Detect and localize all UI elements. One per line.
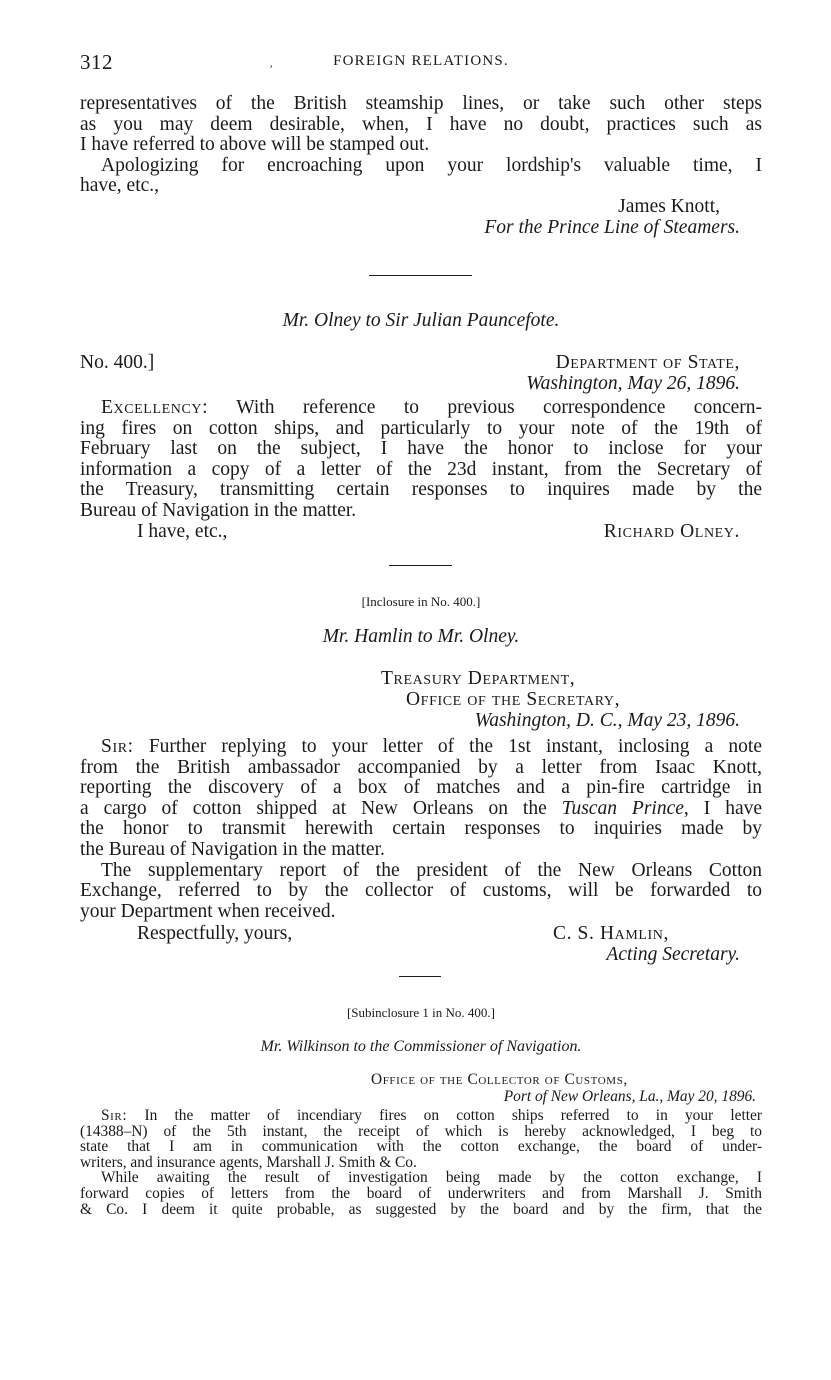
- text-line: Sir: Further replying to your letter of the 1st instant, inclosing a note: [101, 736, 763, 757]
- text-line: the honor to transmit herewith certain responses to inquiries made by: [80, 818, 762, 840]
- hamlin-letter-body: [80, 737, 762, 922]
- hamlin-place-date: Washington, D. C., May 23, 1896.: [474, 710, 740, 731]
- text-line: reporting the discovery of a box of matches and a pin-fire cartridge in: [80, 777, 762, 799]
- collector-office: Office of the Collector of Customs,: [371, 1071, 628, 1088]
- hamlin-closing: Respectfully, yours,: [137, 923, 293, 944]
- text-line: state that I am in communication with the cotton exchange, the board of under-: [80, 1138, 762, 1156]
- text-line: ing fires on cotton ships, and particularly to your note of the 19th of: [80, 417, 762, 439]
- inclosure-heading: Mr. Hamlin to Mr. Olney.: [322, 626, 520, 647]
- text-line: Apologizing for encroaching upon your lordship's valuable time, I: [101, 154, 762, 176]
- page-number: 312: [80, 50, 113, 74]
- text-line: (14388–N) of the 5th instant, the receipt of which is hereby acknowledged, I beg to: [80, 1122, 762, 1140]
- text-line: the Bureau of Navigation in the matter.: [80, 838, 385, 860]
- salutation: Sir:: [101, 736, 134, 757]
- wilkinson-place-date: Port of New Orleans, La., May 20, 1896.: [503, 1088, 756, 1105]
- office-of-secretary: Office of the Secretary,: [406, 689, 621, 710]
- page-header: [80, 50, 762, 74]
- text-line: information a copy of a letter of the 23d instant, from the Secretary of: [80, 458, 762, 480]
- section-divider: [399, 976, 441, 977]
- text-line: The supplementary report of the president of the New Orleans Cotton: [101, 859, 762, 881]
- salutation: Excellency:: [101, 397, 209, 418]
- knott-signature: James Knott,: [618, 196, 720, 217]
- text-line: Exchange, referred to by the collector of customs, will be forwarded to: [80, 880, 762, 902]
- running-head: FOREIGN RELATIONS.: [333, 53, 509, 69]
- section-divider: [369, 275, 472, 276]
- text-line: forward copies of letters from the board of underwriters and from Marshall J. Smith: [80, 1184, 762, 1202]
- text-line: Excellency: With reference to previous correspondence concern-: [101, 397, 763, 418]
- text-line: Sir: In the matter of incendiary fires on cotton ships referred to in your letter: [101, 1107, 762, 1124]
- text-line: representatives of the British steamship lines, or take such other steps: [80, 93, 762, 114]
- section-divider: [389, 565, 452, 566]
- stray-mark: ′: [270, 62, 273, 76]
- text-line: have, etc.,: [80, 175, 160, 197]
- text-line: a cargo of cotton shipped at New Orleans on the Tuscan Prince, I have: [80, 797, 763, 819]
- department-of-state: Department of State,: [555, 352, 740, 373]
- subinclosure-heading: Mr. Wilkinson to the Commissioner of Navigation.: [260, 1038, 582, 1055]
- text-line: Bureau of Navigation in the matter.: [80, 499, 357, 521]
- olney-letter-heading: Mr. Olney to Sir Julian Pauncefote.: [282, 310, 560, 331]
- treasury-department: Treasury Department,: [381, 668, 576, 689]
- olney-letter-body: [80, 398, 762, 522]
- olney-place-date: Washington, May 26, 1896.: [526, 373, 740, 394]
- text-line: I have referred to above will be stamped out.: [80, 134, 430, 156]
- text-line: February last on the subject, I have the honor to inclose for your: [80, 438, 762, 460]
- text-line: While awaiting the result of investigation being made by the cotton exchange, I: [101, 1169, 762, 1187]
- text-line: writers, and insurance agents, Marshall J. Smith & Co.: [80, 1153, 417, 1171]
- knott-letter-continuation: [80, 94, 762, 197]
- text-line: as you may deem desirable, when, I have no doubt, practices such as: [80, 113, 762, 135]
- text-line: the Treasury, transmitting certain responses to inquires made by the: [80, 479, 762, 501]
- olney-closing: I have, etc.,: [137, 521, 228, 542]
- hamlin-signature: C. S. Hamlin,: [553, 923, 669, 944]
- letter-number: No. 400.]: [80, 352, 155, 373]
- hamlin-title: Acting Secretary.: [606, 944, 740, 965]
- text-line: your Department when received.: [80, 900, 336, 922]
- knott-signature-line2: For the Prince Line of Steamers.: [484, 217, 740, 238]
- ship-name: Tuscan Prince: [561, 797, 684, 819]
- text-line: from the British ambassador accompanied by a letter from Isaac Knott,: [80, 756, 762, 778]
- olney-signature: Richard Olney.: [603, 521, 740, 542]
- inclosure-label: [Inclosure in No. 400.]: [361, 594, 481, 609]
- text-line: & Co. I deem it quite probable, as suggested by the board and by the firm, that the: [80, 1200, 762, 1218]
- wilkinson-letter-body: [80, 1108, 762, 1217]
- subinclosure-label: [Subinclosure 1 in No. 400.]: [346, 1005, 496, 1020]
- salutation: Sir:: [101, 1107, 128, 1124]
